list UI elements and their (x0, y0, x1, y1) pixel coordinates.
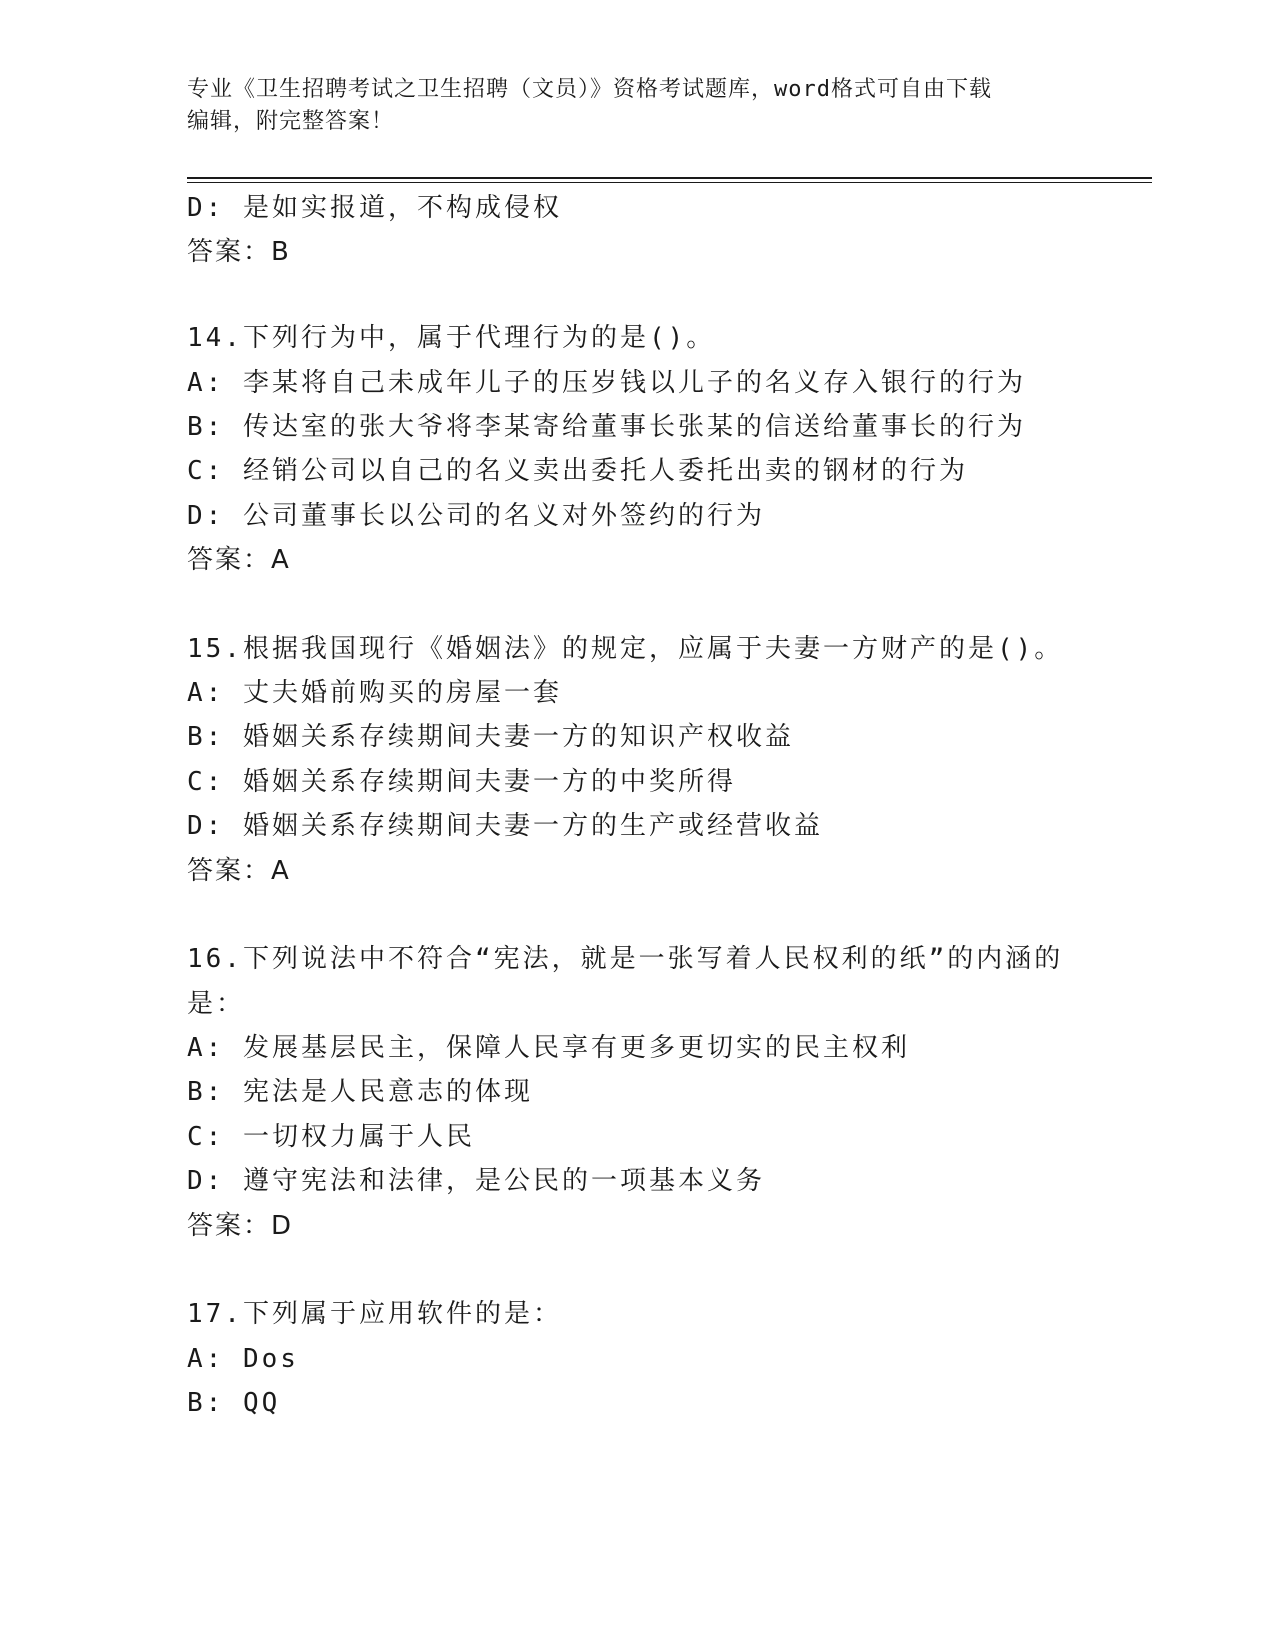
question-17-option-a: A: Dos (187, 1344, 299, 1374)
prev-question-option-d: D: 是如实报道，不构成侵权 (187, 193, 562, 223)
question-16-stem-continued: 是： (187, 989, 246, 1019)
question-16-option-a: A: 发展基层民主，保障人民享有更多更切实的民主权利 (187, 1033, 910, 1063)
question-15-stem: 15.根据我国现行《婚姻法》的规定，应属于夫妻一方财产的是()。 (187, 634, 1064, 664)
question-14-option-d: D: 公司董事长以公司的名义对外签约的行为 (187, 501, 765, 531)
header-rule-thin (187, 182, 1152, 183)
question-15-option-b: B: 婚姻关系存续期间夫妻一方的知识产权收益 (187, 722, 794, 752)
question-15-answer: 答案：A (187, 856, 291, 886)
header-rule-thick (187, 177, 1152, 179)
question-16-stem: 16.下列说法中不符合“宪法，就是一张写着人民权利的纸”的内涵的 (187, 944, 1064, 974)
question-16-option-b: B: 宪法是人民意志的体现 (187, 1077, 533, 1107)
header-line-1: 专业《卫生招聘考试之卫生招聘（文员）》资格考试题库，word格式可自由下载 (187, 77, 992, 102)
question-15-option-a: A: 丈夫婚前购买的房屋一套 (187, 678, 562, 708)
question-16-option-d: D: 遵守宪法和法律，是公民的一项基本义务 (187, 1166, 765, 1196)
question-16-option-c: C: 一切权力属于人民 (187, 1122, 475, 1152)
question-14-option-a: A: 李某将自己未成年儿子的压岁钱以儿子的名义存入银行的行为 (187, 368, 1026, 398)
question-15-option-d: D: 婚姻关系存续期间夫妻一方的生产或经营收益 (187, 811, 823, 841)
question-14-option-b: B: 传达室的张大爷将李某寄给董事长张某的信送给董事长的行为 (187, 412, 1026, 442)
document-header (187, 74, 1067, 138)
header-line-2: 编辑，附完整答案！ (187, 109, 395, 134)
question-14-answer: 答案：A (187, 545, 291, 575)
question-17-stem: 17.下列属于应用软件的是： (187, 1299, 562, 1329)
question-16-answer: 答案：D (187, 1211, 294, 1241)
question-17-option-b: B: QQ (187, 1388, 281, 1418)
question-15-option-c: C: 婚姻关系存续期间夫妻一方的中奖所得 (187, 767, 736, 797)
question-14-option-c: C: 经销公司以自己的名义卖出委托人委托出卖的钢材的行为 (187, 456, 968, 486)
question-14-stem: 14.下列行为中，属于代理行为的是()。 (187, 323, 716, 353)
prev-question-answer: 答案：B (187, 237, 291, 267)
